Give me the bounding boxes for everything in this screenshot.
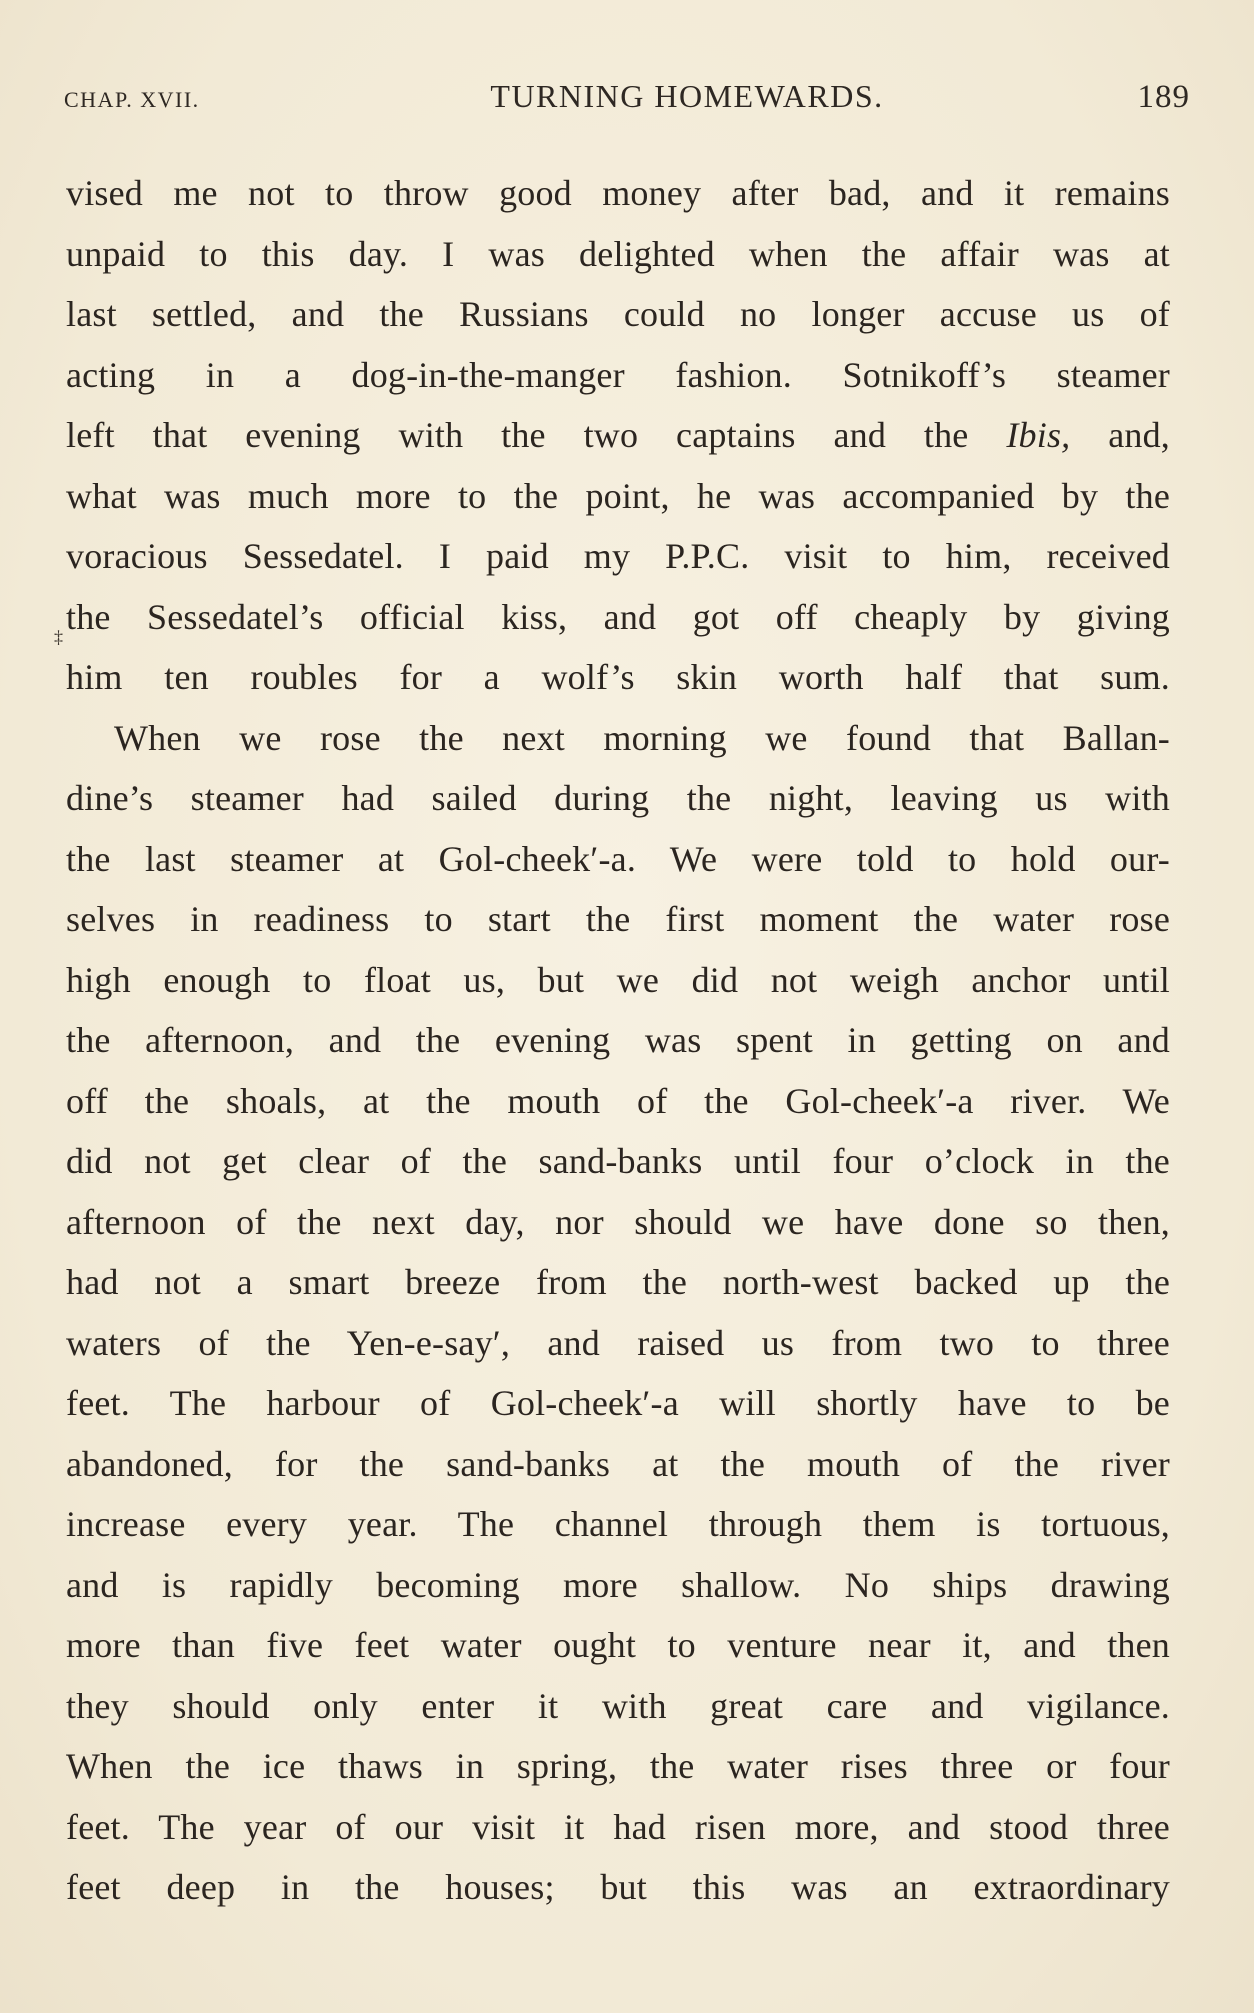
text-segment: left that evening with the two captains and the (66, 415, 1007, 455)
italic-ship-name: Ibis, (1006, 415, 1071, 455)
text-line: increase every year. The channel through them is tortuous, (66, 1504, 1170, 1544)
text-line: had not a smart breeze from the north-west backed up the (66, 1262, 1170, 1302)
text-line: the Sessedatel’s official kiss, and got off cheaply by giving (66, 596, 1170, 637)
text-line: feet. The harbour of Gol-cheek′-a will shortly have to be (66, 1383, 1170, 1423)
margin-mark: ‡ (54, 627, 63, 647)
running-head (64, 78, 1190, 122)
text-line: more than five feet water ought to venture near it, and then (66, 1625, 1170, 1665)
text-line: high enough to float us, but we did not weigh anchor until (66, 959, 1170, 1000)
running-title: TURNING HOMEWARDS. (490, 78, 884, 114)
text-line: they should only enter it with great care and vigilance. (66, 1685, 1170, 1726)
page-number: 189 (1137, 79, 1190, 115)
chapter-label: CHAP. XVII. (64, 87, 200, 112)
text-line: last settled, and the Russians could no longer accuse us of (66, 294, 1170, 334)
text-line: waters of the Yen-e-say′, and raised us from two to three (66, 1322, 1170, 1363)
text-line: feet deep in the houses; but this was an extraordinary (66, 1867, 1170, 1907)
text-line: the afternoon, and the evening was spent in getting on and (66, 1020, 1170, 1060)
text-line: dine’s steamer had sailed during the night, leaving us with (66, 778, 1170, 818)
text-line: When we rose the next morning we found that Ballan- (114, 717, 1170, 758)
text-line: selves in readiness to start the first moment the water rose (66, 899, 1170, 939)
text-line: him ten roubles for a wolf’s skin worth half that sum. (66, 657, 1170, 697)
text-line: did not get clear of the sand-banks until four o’clock in the (66, 1141, 1170, 1181)
body-text (66, 163, 1170, 1918)
text-line: acting in a dog-in-the-manger fashion. Sotnikoff’s steamer (66, 354, 1170, 395)
text-line: the last steamer at Gol-cheek′-a. We were told to hold our- (66, 838, 1170, 879)
text-line: When the ice thaws in spring, the water rises three or four (66, 1746, 1170, 1786)
text-line: voracious Sessedatel. I paid my P.P.C. visit to him, received (66, 536, 1170, 576)
text-segment: and, (1070, 415, 1170, 455)
text-line (66, 405, 1170, 466)
text-line: vised me not to throw good money after bad, and it remains (66, 173, 1170, 213)
text-line: what was much more to the point, he was accompanied by the (66, 475, 1170, 516)
text-line: and is rapidly becoming more shallow. No ships drawing (66, 1564, 1170, 1605)
text-line: feet. The year of our visit it had risen more, and stood three (66, 1806, 1170, 1847)
text-line: abandoned, for the sand-banks at the mouth of the river (66, 1443, 1170, 1484)
text-line: off the shoals, at the mouth of the Gol-cheek′-a river. We (66, 1080, 1170, 1121)
text-line: unpaid to this day. I was delighted when the affair was at (66, 233, 1170, 274)
text-line: afternoon of the next day, nor should we have done so then, (66, 1201, 1170, 1242)
